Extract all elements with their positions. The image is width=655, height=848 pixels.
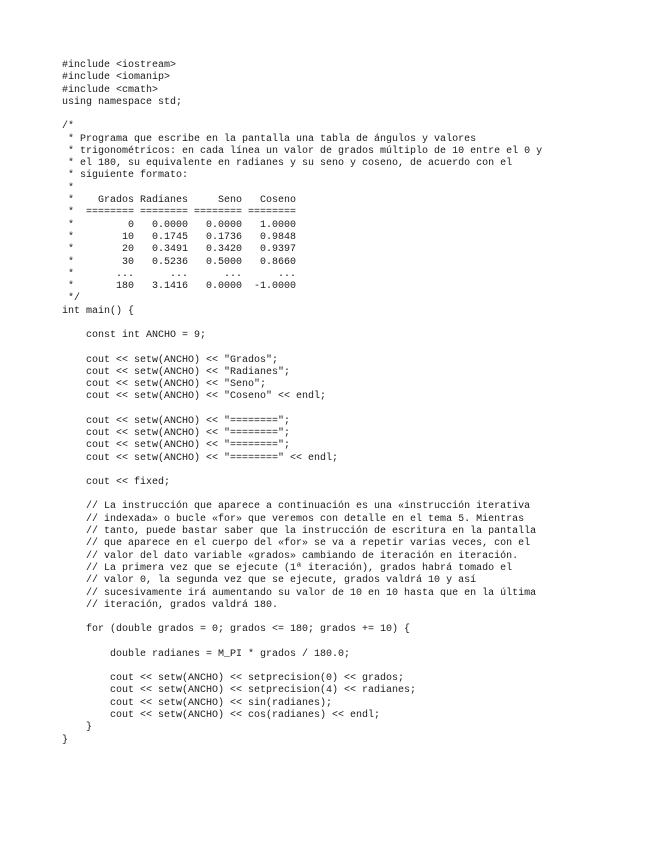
code-line: const int ANCHO = 9; bbox=[62, 330, 207, 342]
code-line: /* bbox=[62, 121, 75, 133]
code-line: // indexada» o bucle «for» que veremos con detalle en el tema 5. Mientras bbox=[62, 513, 525, 525]
source-code-listing bbox=[62, 60, 542, 747]
code-line: cout << setw(ANCHO) << "Grados"; bbox=[62, 354, 279, 366]
code-line: * siguiente formato: bbox=[62, 170, 189, 182]
code-line: } bbox=[62, 722, 93, 734]
blank-line bbox=[62, 637, 542, 649]
code-line: * 0 0.0000 0.0000 1.0000 bbox=[62, 219, 297, 231]
blank-line bbox=[62, 489, 542, 501]
code-line: cout << setw(ANCHO) << "Seno"; bbox=[62, 379, 267, 391]
code-line: * ======== ======== ======== ======== bbox=[62, 207, 297, 219]
code-line: // iteración, grados valdrá 180. bbox=[62, 599, 279, 611]
code-line: // valor 0, la segunda vez que se ejecute, grados valdrá 10 y así bbox=[62, 575, 477, 587]
code-line: #include <iostream> bbox=[62, 60, 177, 71]
code-line: cout << setw(ANCHO) << setprecision(4) << radianes; bbox=[62, 685, 417, 697]
code-line: * 180 3.1416 0.0000 -1.0000 bbox=[62, 281, 297, 293]
code-line: // que aparece en el cuerpo del «for» se va a repetir varias veces, con el bbox=[62, 538, 531, 550]
code-line: cout << fixed; bbox=[62, 477, 171, 489]
blank-line bbox=[62, 318, 542, 330]
code-line: cout << setw(ANCHO) << sin(radianes); bbox=[62, 697, 333, 709]
code-line: * bbox=[62, 182, 75, 194]
code-line: cout << setw(ANCHO) << "========"; bbox=[62, 440, 291, 452]
code-line: int main() { bbox=[62, 305, 135, 317]
code-line: #include <iomanip> bbox=[62, 72, 171, 84]
code-line: cout << setw(ANCHO) << cos(radianes) << endl; bbox=[62, 709, 381, 721]
code-line: for (double grados = 0; grados <= 180; grados += 10) { bbox=[62, 624, 411, 636]
code-line: double radianes = M_PI * grados / 180.0; bbox=[62, 648, 351, 660]
blank-line bbox=[62, 612, 542, 624]
code-line: // tanto, puede bastar saber que la instrucción de escritura en la pantalla bbox=[62, 526, 537, 538]
code-line: cout << setw(ANCHO) << setprecision(0) << grados; bbox=[62, 673, 405, 685]
code-line: #include <cmath> bbox=[62, 84, 159, 96]
code-line: * 10 0.1745 0.1736 0.9848 bbox=[62, 231, 297, 243]
code-line: * 30 0.5236 0.5000 0.8660 bbox=[62, 256, 297, 268]
code-line: * trigonométricos: en cada línea un valor de grados múltiplo de 10 entre el 0 y bbox=[62, 145, 543, 157]
code-line: } bbox=[62, 734, 69, 746]
code-line: * ... ... ... ... bbox=[62, 268, 297, 280]
code-line: // La instrucción que aparece a continuación es una «instrucción iterativa bbox=[62, 501, 531, 513]
code-line: */ bbox=[62, 293, 81, 305]
code-line: cout << setw(ANCHO) << "Radianes"; bbox=[62, 366, 291, 378]
blank-line bbox=[62, 342, 542, 354]
code-line: cout << setw(ANCHO) << "========" << endl; bbox=[62, 452, 339, 464]
code-line: // valor del dato variable «grados» cambiando de iteración en iteración. bbox=[62, 550, 519, 562]
code-line: cout << setw(ANCHO) << "========"; bbox=[62, 415, 291, 427]
code-line: cout << setw(ANCHO) << "========"; bbox=[62, 428, 291, 440]
code-line: * el 180, su equivalente en radianes y su seno y coseno, de acuerdo con el bbox=[62, 158, 513, 170]
code-line: // sucesivamente irá aumentando su valor de 10 en 10 hasta que en la última bbox=[62, 587, 537, 599]
blank-line bbox=[62, 404, 542, 416]
blank-line bbox=[62, 109, 542, 121]
code-line: // La primera vez que se ejecute (1ª iteración), grados habrá tomado el bbox=[62, 562, 513, 574]
blank-line bbox=[62, 661, 542, 673]
code-line: * Programa que escribe en la pantalla una tabla de ángulos y valores bbox=[62, 133, 477, 145]
code-line: using namespace std; bbox=[62, 96, 183, 108]
blank-line bbox=[62, 465, 542, 477]
code-line: * 20 0.3491 0.3420 0.9397 bbox=[62, 244, 297, 256]
code-line: cout << setw(ANCHO) << "Coseno" << endl; bbox=[62, 391, 327, 403]
code-line: * Grados Radianes Seno Coseno bbox=[62, 195, 297, 207]
